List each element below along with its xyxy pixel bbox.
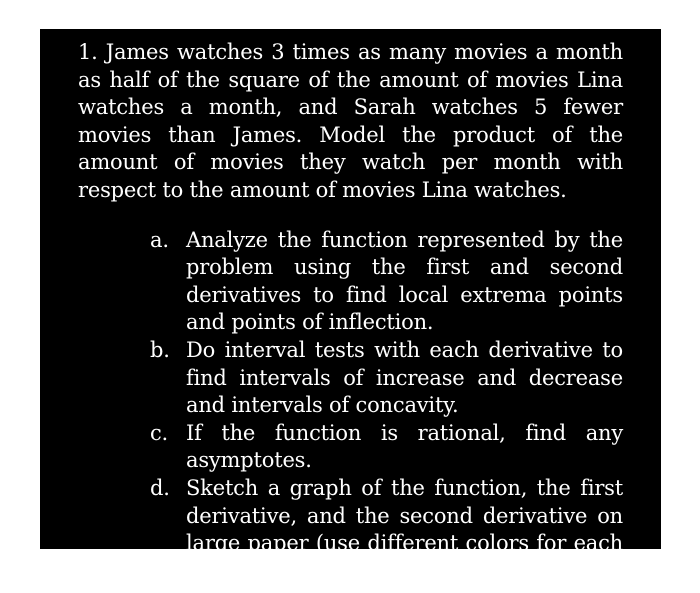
- sub-question-text: Sketch a graph of the function, the first derivative, and the second derivative on large paper (use different colors for each function): [186, 475, 623, 583]
- sub-question-list: [78, 227, 623, 586]
- sub-question-marker: a.: [150, 227, 169, 252]
- sub-question-marker: c.: [150, 420, 169, 445]
- problem-card: [40, 29, 661, 583]
- sub-question-marker: d.: [150, 475, 170, 500]
- sub-question-b: [150, 337, 623, 420]
- sub-question-c: [150, 420, 623, 475]
- sub-question-text: If the function is rational, find any asymptotes.: [186, 420, 623, 473]
- sub-question-a: [150, 227, 623, 337]
- sub-question-marker: b.: [150, 337, 170, 362]
- sub-question-d: [150, 475, 623, 585]
- problem-statement: 1. James watches 3 times as many movies a month as half of the square of the amount of movies Lina watches a month, and Sarah watches 5 fewer movies than James. Model the product of the amount of movies they watch per month with respect to the amount of movies Lina watches.: [78, 40, 623, 202]
- sub-question-text: Analyze the function represented by the problem using the first and second derivatives to find local extrema points and points of inflection.: [186, 227, 623, 335]
- sub-question-text: Do interval tests with each derivative to find intervals of increase and decrease and intervals of concavity.: [186, 337, 623, 418]
